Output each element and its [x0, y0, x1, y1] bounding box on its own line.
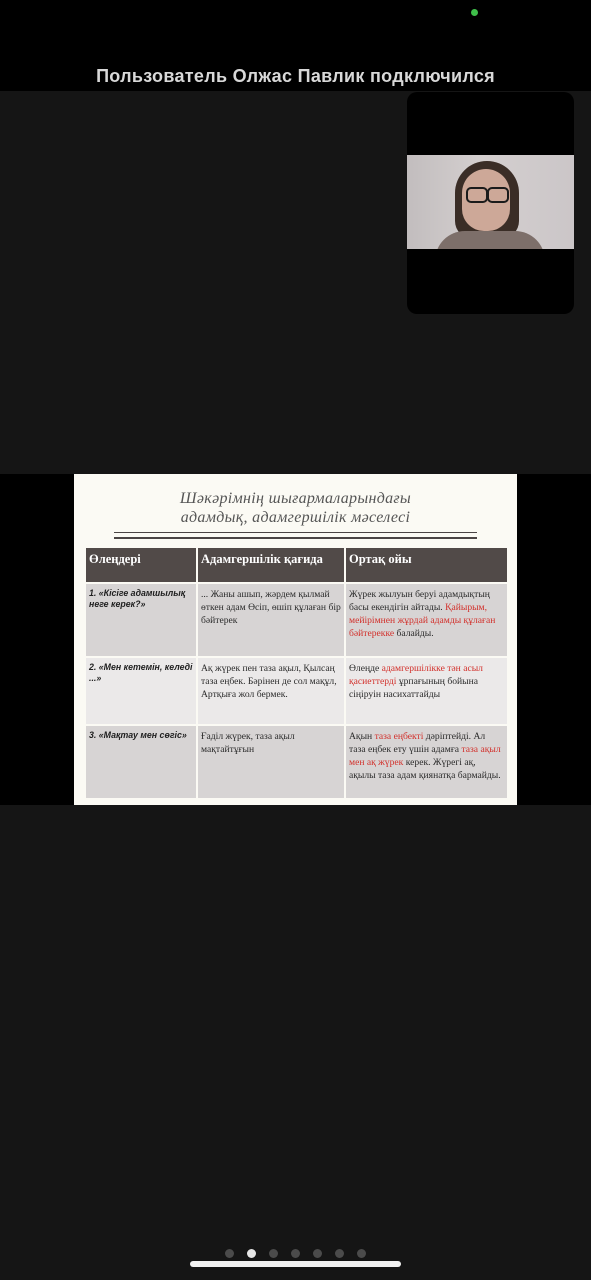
table-row — [86, 726, 507, 798]
page-dot[interactable] — [357, 1249, 366, 1258]
page-dot-active[interactable] — [247, 1249, 256, 1258]
page-dot[interactable] — [225, 1249, 234, 1258]
shared-slide[interactable] — [74, 474, 517, 805]
idea-cell: Ақын таза еңбекті дәріптейді. Ал таза еңбек ету үшін адамға таза ақыл мен ақ жүрек керек. Жүрегі ақ, ақылы таза адам қиянатқа бармайды. — [346, 726, 507, 798]
join-notification: Пользователь Олжас Павлик подключился — [96, 66, 495, 86]
page-indicator[interactable] — [0, 1248, 591, 1258]
principle-cell: Ғаділ жүрек, таза ақыл мақтайтұғын — [198, 726, 344, 798]
poems-table — [84, 546, 509, 800]
idea-cell: Жүрек жылуын беруі адамдықтың басы екендігін айтады. Қайырым, мейірімнен жұрдай адамды құлаған бәйтерекке балайды. — [346, 584, 507, 656]
title-rule-thick — [114, 537, 477, 539]
table-header-row — [86, 548, 507, 582]
page-dot[interactable] — [313, 1249, 322, 1258]
status-indicator-dot — [471, 9, 478, 16]
page-dot[interactable] — [291, 1249, 300, 1258]
slide-title: Шәкәрімнің шығармаларындағы адамдық, адамгершілік мәселесі — [179, 490, 412, 526]
page-dot[interactable] — [335, 1249, 344, 1258]
table-row — [86, 584, 507, 656]
header-principle: Адамгершілік қағида — [198, 548, 344, 582]
participant-glasses — [462, 187, 510, 201]
principle-cell: ... Жаны ашып, жәрдем қылмай өткен адам Өсіп, өшіп құлаған бір бәйтерек — [198, 584, 344, 656]
title-rule — [114, 532, 477, 533]
poem-cell: 1. «Кісіге адамшылық неге керек?» — [86, 584, 196, 656]
header-idea: Ортақ ойы — [346, 548, 507, 582]
principle-cell: Ақ жүрек пен таза ақыл, Қылсаң таза еңбек. Бәрінен де сол мақұл, Артқыға жол бермек. — [198, 658, 344, 724]
idea-cell: Өлеңде адамгершілікке тән асыл қасиеттерді ұрпағының бойына сіңіруін насихаттайды — [346, 658, 507, 724]
participant-video-frame — [407, 155, 574, 249]
table-row — [86, 658, 507, 724]
header-poems: Өлеңдері — [86, 548, 196, 582]
page-dot[interactable] — [269, 1249, 278, 1258]
poem-cell: 3. «Мақтау мен сөгіс» — [86, 726, 196, 798]
top-bar — [0, 0, 591, 91]
participant-video-tile[interactable] — [407, 92, 574, 314]
poem-cell: 2. «Мен кетемін, келеді ...» — [86, 658, 196, 724]
home-indicator[interactable] — [190, 1261, 401, 1267]
